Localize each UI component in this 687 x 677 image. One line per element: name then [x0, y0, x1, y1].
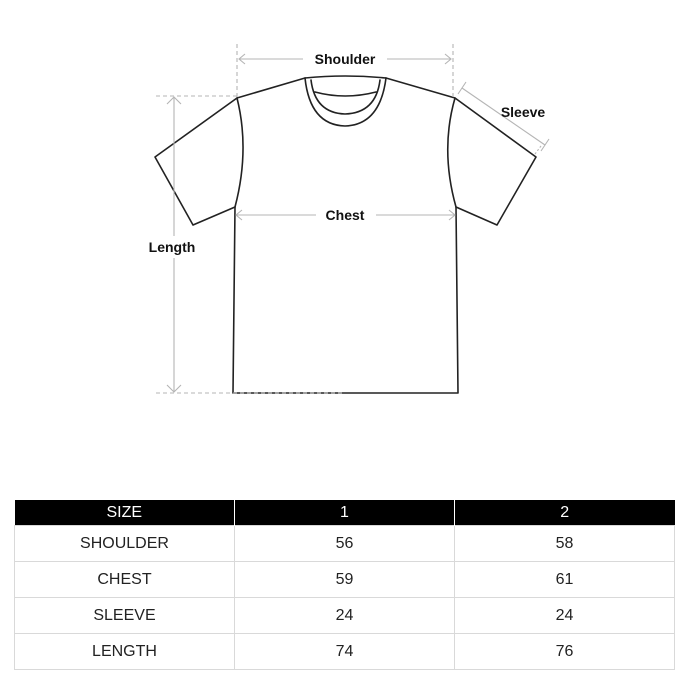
header-size-2: 2	[455, 500, 675, 526]
header-size-1: 1	[235, 500, 455, 526]
row-value: 59	[235, 562, 455, 598]
row-label: SLEEVE	[15, 598, 235, 634]
header-size: SIZE	[15, 500, 235, 526]
table-row	[15, 526, 675, 562]
table-row	[15, 562, 675, 598]
row-label: SHOULDER	[15, 526, 235, 562]
left-sleeve-outline	[155, 98, 237, 225]
table-row	[15, 598, 675, 634]
row-value: 58	[455, 526, 675, 562]
collar-rib-line	[315, 92, 376, 96]
shoulder-label: Shoulder	[314, 51, 376, 67]
chest-label: Chest	[325, 207, 365, 223]
row-label: CHEST	[15, 562, 235, 598]
row-value: 74	[235, 634, 455, 670]
size-chart-table	[14, 500, 675, 670]
row-value: 76	[455, 634, 675, 670]
collar-outer	[305, 78, 386, 126]
collar-inner	[311, 80, 380, 114]
row-value: 24	[235, 598, 455, 634]
tshirt-outline	[155, 76, 536, 393]
row-value: 56	[235, 526, 455, 562]
sleeve-label: Sleeve	[500, 104, 546, 120]
collar-top-edge	[305, 76, 386, 78]
row-value: 24	[455, 598, 675, 634]
row-value: 61	[455, 562, 675, 598]
length-label: Length	[148, 239, 196, 255]
table-header-row	[15, 500, 675, 526]
table-row	[15, 634, 675, 670]
row-label: LENGTH	[15, 634, 235, 670]
